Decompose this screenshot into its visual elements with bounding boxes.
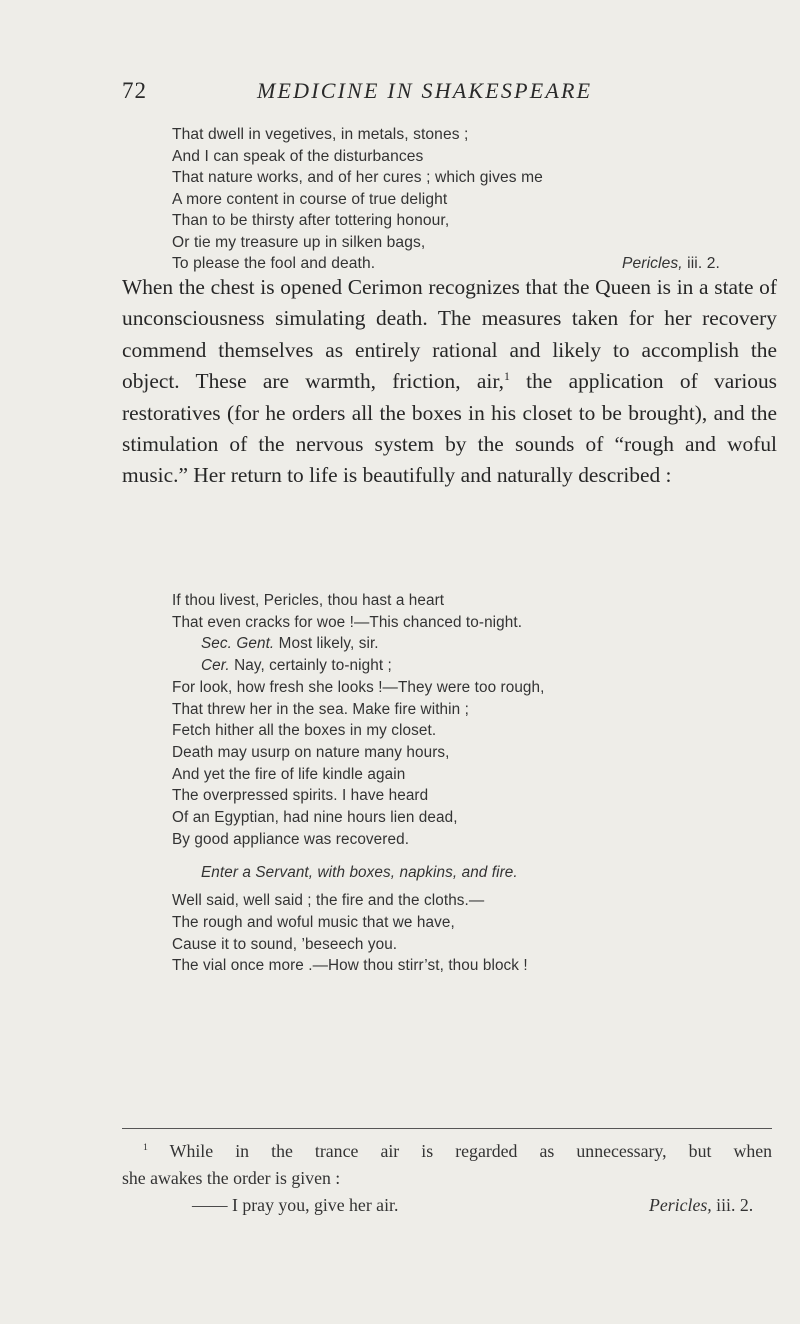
citation-ref: iii. 2.: [687, 255, 720, 272]
speech-text: Nay, certainly to-night ;: [229, 657, 392, 675]
citation-play: Pericles,: [622, 255, 683, 272]
footnote-quotation: [122, 1192, 772, 1219]
verse-line: And I can speak of the disturbances: [172, 147, 424, 165]
footnote-citation: [649, 1192, 753, 1219]
verse-line: Fetch hither all the boxes in my closet.: [172, 722, 437, 740]
verse-line: The rough and woful music that we have,: [172, 913, 455, 931]
footnote-reference: 1: [503, 370, 510, 384]
verse-line: For look, how fresh she looks !—They were too rough,: [172, 678, 545, 696]
verse-line: By good appliance was recovered.: [172, 830, 410, 848]
speaker-name: Sec. Gent.: [201, 635, 275, 653]
verse-line: A more content in course of true delight: [172, 190, 448, 208]
running-title: MEDICINE IN SHAKESPEARE: [257, 78, 593, 103]
footnote-first-line: [122, 1138, 772, 1165]
paragraph-text-start: When the chest is opened Cerimon recognizes that the Queen is in a state of unconsciousness simulating death. The measures taken for her recovery commend themselves as entirely rational and likely to accomplish the object. These are warmth, friction, air,: [122, 275, 777, 394]
footnote-mark: 1: [143, 1142, 148, 1154]
page-number: 72: [122, 78, 147, 103]
footnote-quote-text: —— I pray you, give her air.: [192, 1195, 399, 1215]
verse-line: The vial once more .—How thou stirr’st, thou block !: [172, 957, 528, 975]
verse-line-text: To please the fool and death.: [172, 255, 376, 272]
verse-line: Than to be thirsty after tottering honour,: [172, 212, 450, 229]
verse-line: That nature works, and of her cures ; which gives me: [172, 169, 543, 186]
verse-quotation-1: [172, 124, 772, 275]
verse-line: That even cracks for woe !—This chanced to-night.: [172, 613, 523, 631]
verse-line-speaker: [172, 655, 772, 677]
citation-play: Pericles,: [649, 1195, 712, 1215]
footnote-text: While in the trance air is regarded as unnecessary, but when: [169, 1141, 773, 1161]
speaker-name: Cer.: [201, 657, 230, 675]
speech-text: Most likely, sir.: [274, 635, 379, 653]
citation-ref: iii. 2.: [716, 1195, 754, 1215]
verse-line: Cause it to sound, ’beseech you.: [172, 935, 398, 953]
verse-line-speaker: [172, 633, 772, 655]
verse-line: Of an Egyptian, had nine hours lien dead,: [172, 809, 458, 827]
verse-line: Death may usurp on nature many hours,: [172, 743, 450, 761]
footnote-second-line: she awakes the order is given :: [122, 1168, 341, 1188]
verse-line: Well said, well said ; the fire and the cloths.—: [172, 892, 485, 910]
verse-line: The overpressed spirits. I have heard: [172, 787, 429, 805]
paragraph-text-end: the application of various restoratives (for he orders all the boxes in his closet to be brought), and the stimulation of the nervous system by the sounds of “rough and woful music.” Her return to life is beautifully and naturally described :: [122, 369, 777, 488]
footnote: [122, 1138, 772, 1219]
footnote-rule: [122, 1128, 772, 1129]
stage-direction: Enter a Servant, with boxes, napkins, and fire.: [201, 864, 518, 882]
verse-line: That threw her in the sea. Make fire within ;: [172, 700, 469, 718]
body-paragraph: [122, 272, 777, 492]
verse-quotation-2: [172, 590, 772, 977]
running-head: [122, 78, 772, 108]
verse-line: If thou livest, Pericles, thou hast a heart: [172, 592, 445, 609]
verse-line: And yet the fire of life kindle again: [172, 765, 406, 783]
verse-line: That dwell in vegetives, in metals, stones ;: [172, 126, 469, 143]
verse-line: Or tie my treasure up in silken bags,: [172, 233, 426, 251]
